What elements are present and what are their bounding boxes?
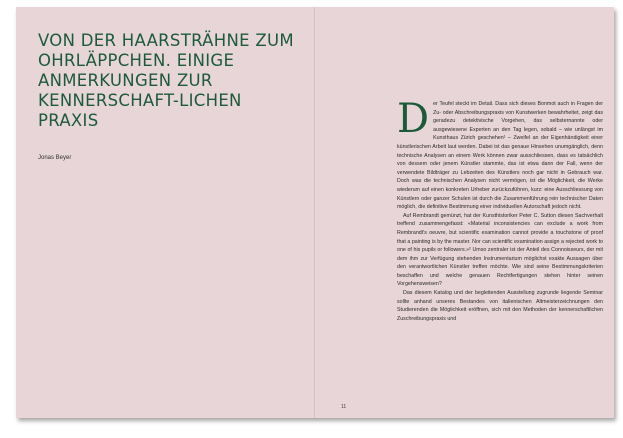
paragraph-1: er Teufel steckt im Detail. Dass sich dieses Bonmot auch in Fragen der Zu- oder Abschreibungspraxis von Kunstwerken bewahrheitet, zeigt das geradezu detektivische Vorgehen, das selbsternannte oder ausgewiesene Experten an den Tag legen, sobald – wie unlängst im Kunsthaus Zürich geschehen¹ – Zweifel an der Eigenhändigkeit einer künstlerischen Arbeit laut werden. Dabei ist das genaue Hinsehen unumgänglich, denn technische Analysen an einem Werk können zwar ausschliessen, dass es tatsächlich von dessem oder jenem Künstler stammte, das ist etwa dann der Fall, wenn der verwendete Bildträger zu Lebzeiten des Künstlers noch gar nicht in Gebrauch war. Doch was die technischen Analysen nicht vermögen, ist die Möglichkeit, die Werke wiederum auf einen konkreten Urheber zurückzuführen, kurz: eine Ausschliessung von Künstlern oder ganzer Schulen ist durch die Zusammenführung rein technischer Daten möglich, die definitive Bestimmung einer individuellen Autorschaft jedoch nicht. [397,101,603,211]
book-spread [16,7,614,418]
page-gutter [314,7,315,418]
drop-cap: D [397,96,430,142]
page-number: 11 [341,404,347,410]
article-body [397,96,603,323]
paragraph-3: Das diesem Katalog und der begleitenden Ausstellung zugrunde liegende Seminar sollte anhand unseres Bestandes von italienischen Altmeisterzeichnungen den Studierenden die Möglichkeit eröffnen, sich mit den Methoden der kennerschaftlichen Zuschreibungspraxis und [397,290,603,322]
article-title: VON DER HAARSTRÄHNE ZUM OHRLÄPPCHEN. EINIGE ANMERKUNGEN ZUR KENNERSCHAFT-LICHEN PRAXIS [38,31,294,130]
paragraph-2: Auf Rembrandt gemünzt, hat der Kunsthistoriker Peter C. Sutton diesen Sachverhalt treffend zusammengefasst: «Material inconsistencies can exclude a work from Rembrandt's oeuvre, but scientific examination cannot provide a touchstone of proof that a painting is by the master. Nor can scientific examination assign a rejected work to one of his pupils or followers.»² Umso zentraler ist der Anteil des Connoisseurs, der mit dem ihm zur Verfügung stehenden Instrumentarium möglichst exakte Aussagen über den verantwortlichen Künstler treffen möchte. Wie sind seine Bestimmungskriterien beschaffen und welche genauen Rechtfertigungen stehen hinter seinen Vorgehensweisen? [397,212,603,288]
author-name: Jonas Beyer [38,155,72,161]
